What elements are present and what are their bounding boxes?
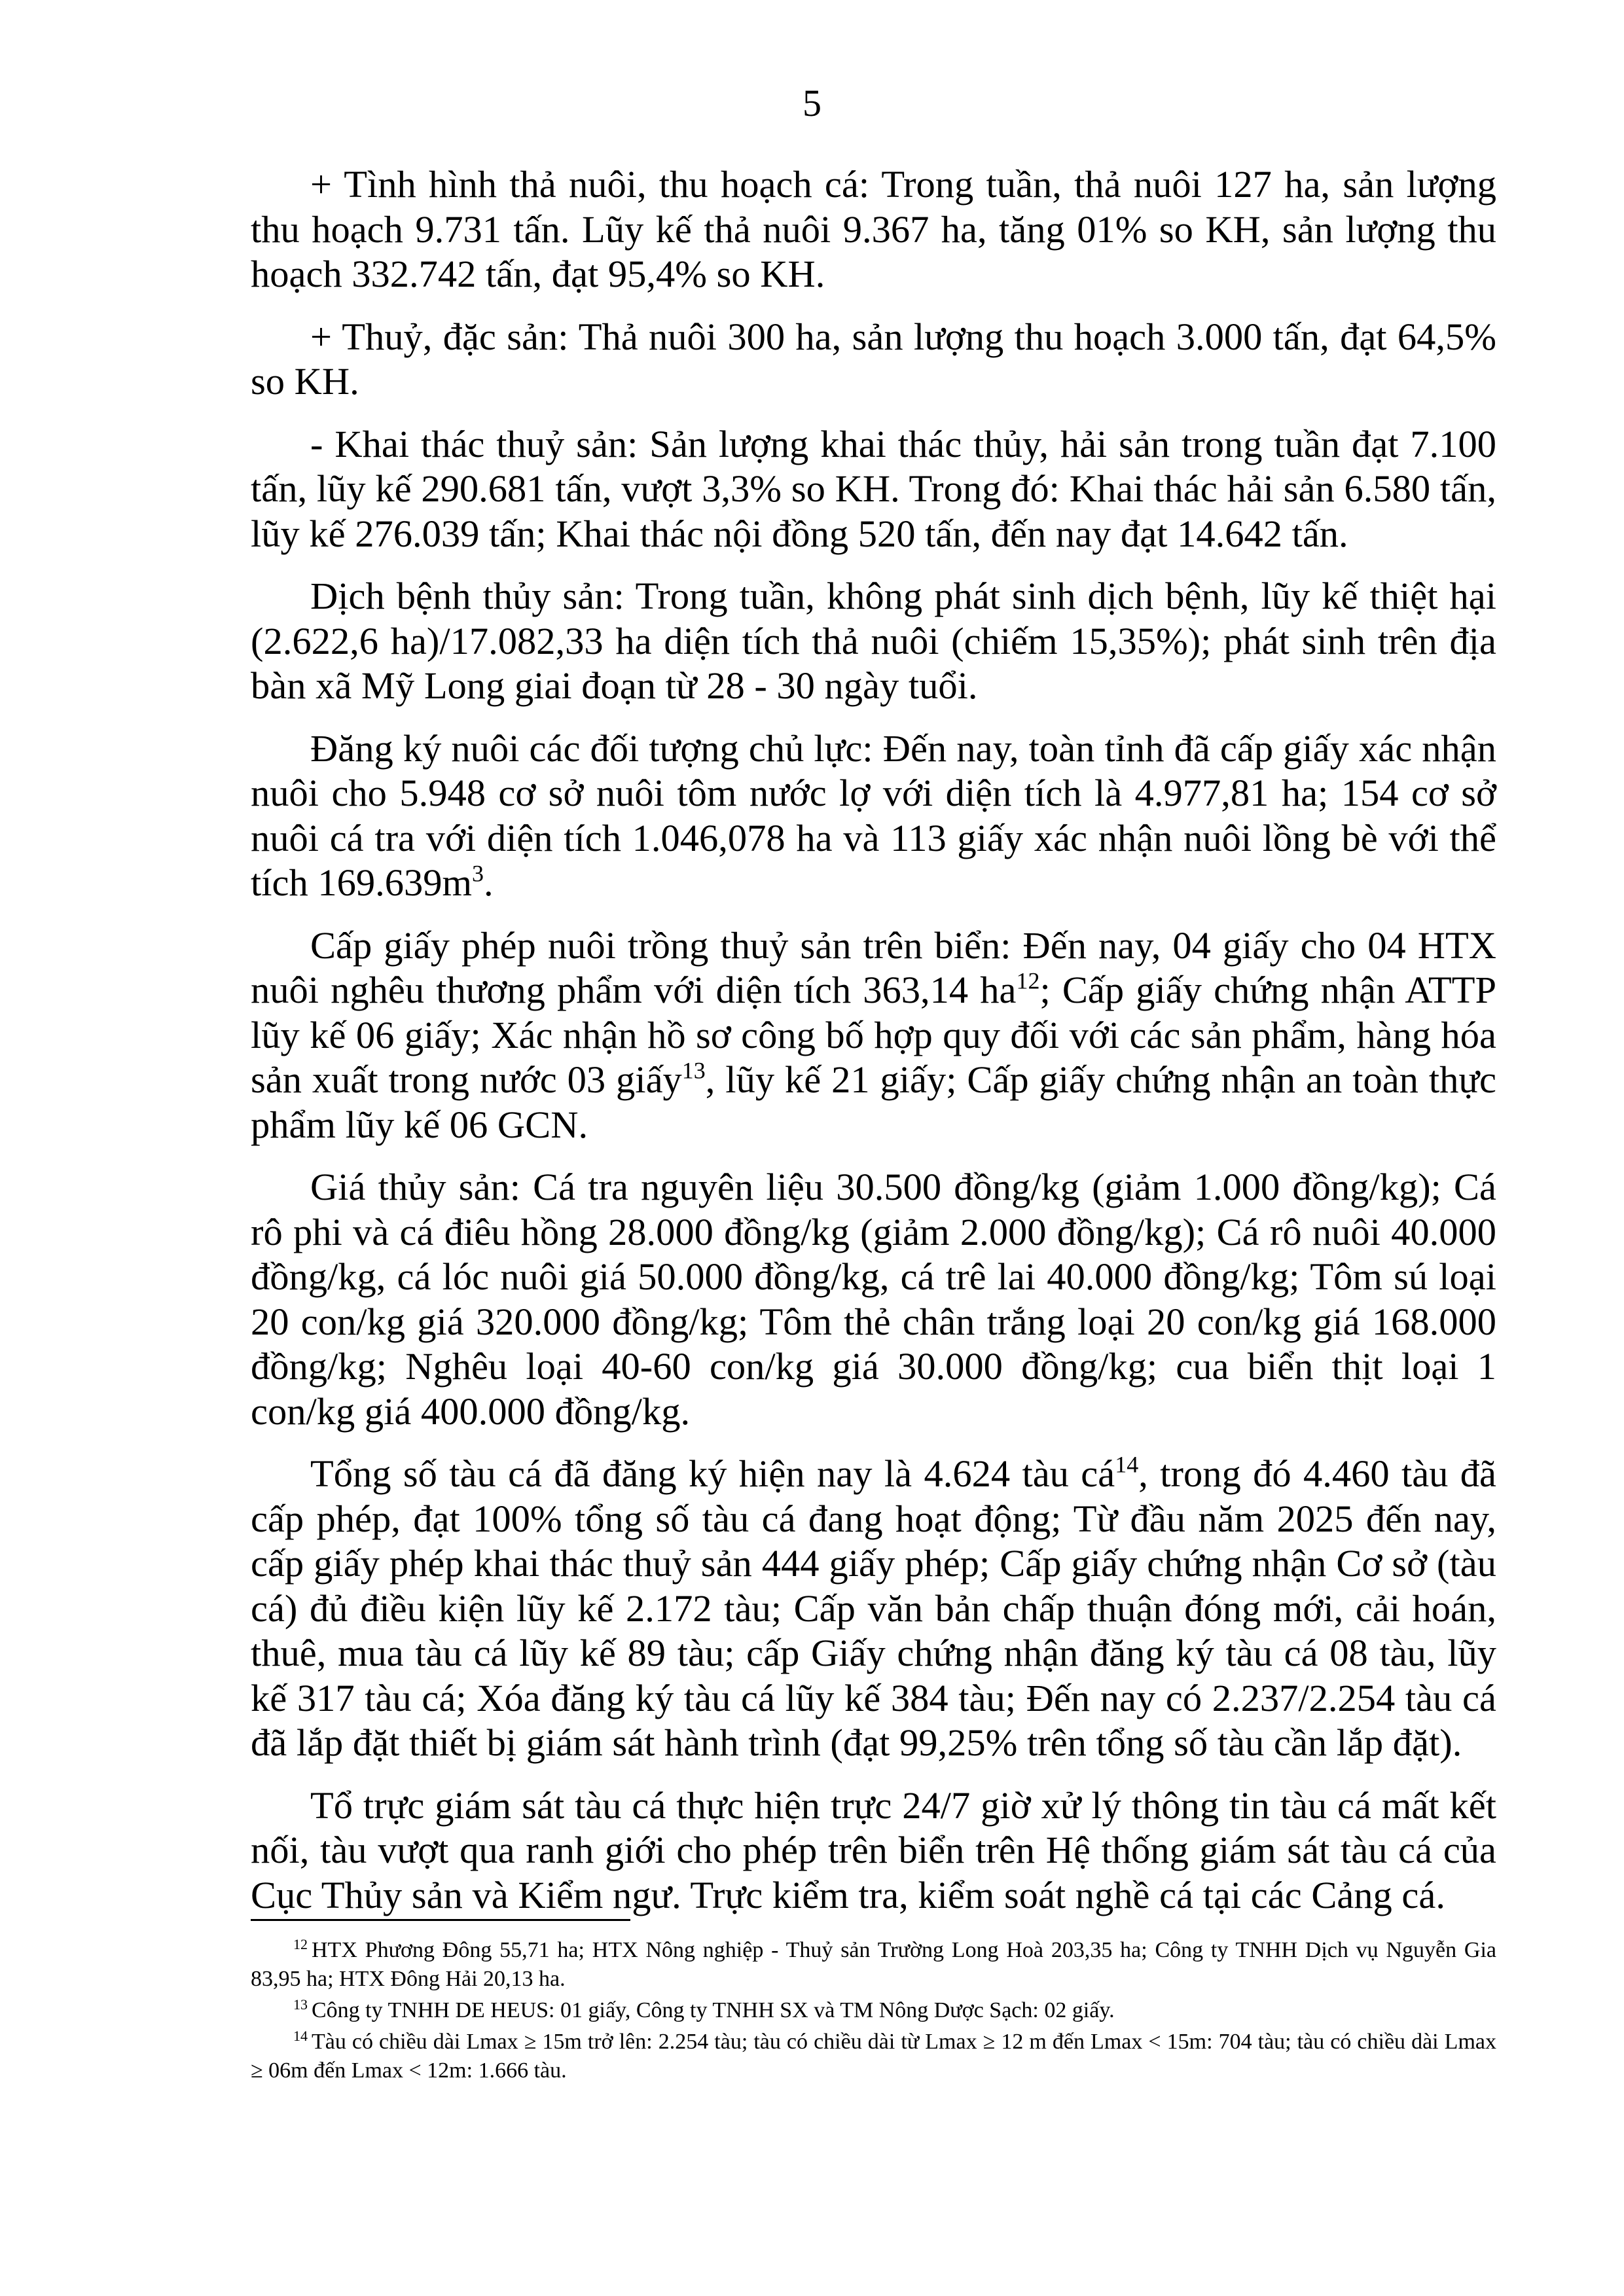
paragraph-text: , lũy kế 21 giấy; Cấp giấy chứng nhận an toàn thực phẩm lũy kế 06 GCN.	[251, 1058, 1496, 1146]
footnote-ref-14: 14	[1115, 1451, 1139, 1478]
footnote-mark: 13	[293, 1996, 308, 2013]
paragraph-text: .	[483, 861, 494, 904]
footnote-text: Tàu có chiều dài Lmax ≥ 15m trở lên: 2.254 tàu; tàu có chiều dài từ Lmax ≥ 12 m đến Lmax < 15m: 704 tàu; tàu có chiều dài Lmax ≥ 06m đến Lmax < 12m: 1.666 tàu.	[251, 2030, 1496, 2083]
paragraph-fish-farming: + Tình hình thả nuôi, thu hoạch cá: Trong tuần, thả nuôi 127 ha, sản lượng thu hoạch 9.731 tấn. Lũy kế thả nuôi 9.367 ha, tăng 01% so KH, sản lượng thu hoạch 332.742 tấn, đạt 95,4% so KH.	[251, 163, 1496, 295]
paragraph-fishing-vessels	[251, 1452, 1496, 1766]
paragraph-fishing-output: - Khai thác thuỷ sản: Sản lượng khai thác thủy, hải sản trong tuần đạt 7.100 tấn, lũy kế 290.681 tấn, vượt 3,3% so KH. Trong đó: Khai thác hải sản 6.580 tấn, lũy kế 276.039 tấn; Khai thác nội đồng 520 tấn, đến nay đạt 14.642 tấn.	[251, 422, 1496, 555]
footnote-12	[251, 1936, 1496, 1994]
footnote-ref-13: 13	[681, 1057, 706, 1084]
paragraph-aquatic-disease: Dịch bệnh thủy sản: Trong tuần, không phát sinh dịch bệnh, lũy kế thiệt hại (2.622,6 ha)/17.082,33 ha diện tích thả nuôi (chiếm 15,35%); phát sinh trên địa bàn xã Mỹ Long giai đoạn từ 28 - 30 ngày tuổi.	[251, 575, 1496, 707]
paragraph-text: ; Cấp giấy chứng nhận ATTP lũy kế 06 giấy; Xác nhận hồ sơ công bố hợp quy đối với các sản phẩm, hàng hóa sản xuất trong nước 03 giấy	[251, 969, 1496, 1101]
body-text	[251, 162, 1496, 1935]
footnotes	[251, 1936, 1496, 2088]
paragraph-vessel-monitoring: Tổ trực giám sát tàu cá thực hiện trực 24/7 giờ xử lý thông tin tàu cá mất kết nối, tàu vượt qua ranh giới cho phép trên biển trên Hệ thống giám sát tàu cá của Cục Thủy sản và Kiểm ngư. Trực kiểm tra, kiểm soát nghề cá tại các Cảng cá.	[251, 1784, 1496, 1916]
paragraph-specialty-aquaculture: + Thuỷ, đặc sản: Thả nuôi 300 ha, sản lượng thu hoạch 3.000 tấn, đạt 64,5% so KH.	[251, 315, 1496, 403]
superscript: 3	[471, 860, 484, 887]
paragraph-seafood-prices: Giá thủy sản: Cá tra nguyên liệu 30.500 đồng/kg (giảm 1.000 đồng/kg); Cá rô phi và cá điêu hồng 28.000 đồng/kg (giảm 2.000 đồng/kg); Cá rô nuôi 40.000 đồng/kg, cá lóc nuôi giá 50.000 đồng/kg, cá trê lai 40.000 đồng/kg; Tôm sú loại 20 con/kg giá 320.000 đồng/kg; Tôm thẻ chân trắng loại 20 con/kg giá 168.000 đồng/kg; Nghêu loại 40-60 con/kg giá 30.000 đồng/kg; cua biển thịt loại 1 con/kg giá 400.000 đồng/kg.	[251, 1166, 1496, 1433]
footnote-mark: 14	[293, 2027, 308, 2044]
footnote-ref-12: 12	[1016, 967, 1040, 994]
footnote-14	[251, 2028, 1496, 2085]
footnote-text: Công ty TNHH DE HEUS: 01 giấy, Công ty TNHH SX và TM Nông Dược Sạch: 02 giấy.	[312, 1998, 1115, 2022]
paragraph-text: Tổng số tàu cá đã đăng ký hiện nay là 4.624 tàu cá	[310, 1452, 1115, 1495]
footnote-text: HTX Phương Đông 55,71 ha; HTX Nông nghiệp - Thuỷ sản Trường Long Hoà 203,35 ha; Công ty TNHH Dịch vụ Nguyễn Gia 83,95 ha; HTX Đông Hải 20,13 ha.	[251, 1938, 1496, 1991]
paragraph-text: Đăng ký nuôi các đối tượng chủ lực: Đến nay, toàn tỉnh đã cấp giấy xác nhận nuôi cho 5.948 cơ sở nuôi tôm nước lợ với diện tích là 4.977,81 ha; 154 cơ sở nuôi cá tra với diện tích 1.046,078 ha và 113 giấy xác nhận nuôi lồng bè với thể tích 169.639m	[251, 726, 1496, 904]
paragraph-text: , trong đó 4.460 tàu đã cấp phép, đạt 100% tổng số tàu cá đang hoạt động; Từ đầu năm 2025 đến nay, cấp giấy phép khai thác thuỷ sản 444 giấy phép; Cấp giấy chứng nhận Cơ sở (tàu cá) đủ điều kiện lũy kế 2.172 tàu; Cấp văn bản chấp thuận đóng mới, cải hoán, thuê, mua tàu cá lũy kế 89 tàu; cấp Giấy chứng nhận đăng ký tàu cá 08 tàu, lũy kế 317 tàu cá; Xóa đăng ký tàu cá lũy kế 384 tàu; Đến nay có 2.237/2.254 tàu cá đã lắp đặt thiết bị giám sát hành trình (đạt 99,25% trên tổng số tàu cần lắp đặt).	[251, 1452, 1496, 1764]
footnote-mark: 12	[293, 1935, 308, 1952]
paragraph-text: Cấp giấy phép nuôi trồng thuỷ sản trên biển: Đến nay, 04 giấy cho 04 HTX nuôi nghêu thương phẩm với diện tích 363,14 ha	[251, 924, 1496, 1011]
paragraph-sea-farming-permits	[251, 924, 1496, 1148]
paragraph-farming-registration	[251, 726, 1496, 906]
page-number: 5	[803, 82, 821, 124]
footnote-separator	[251, 1919, 630, 1921]
footnote-13	[251, 1996, 1496, 2025]
